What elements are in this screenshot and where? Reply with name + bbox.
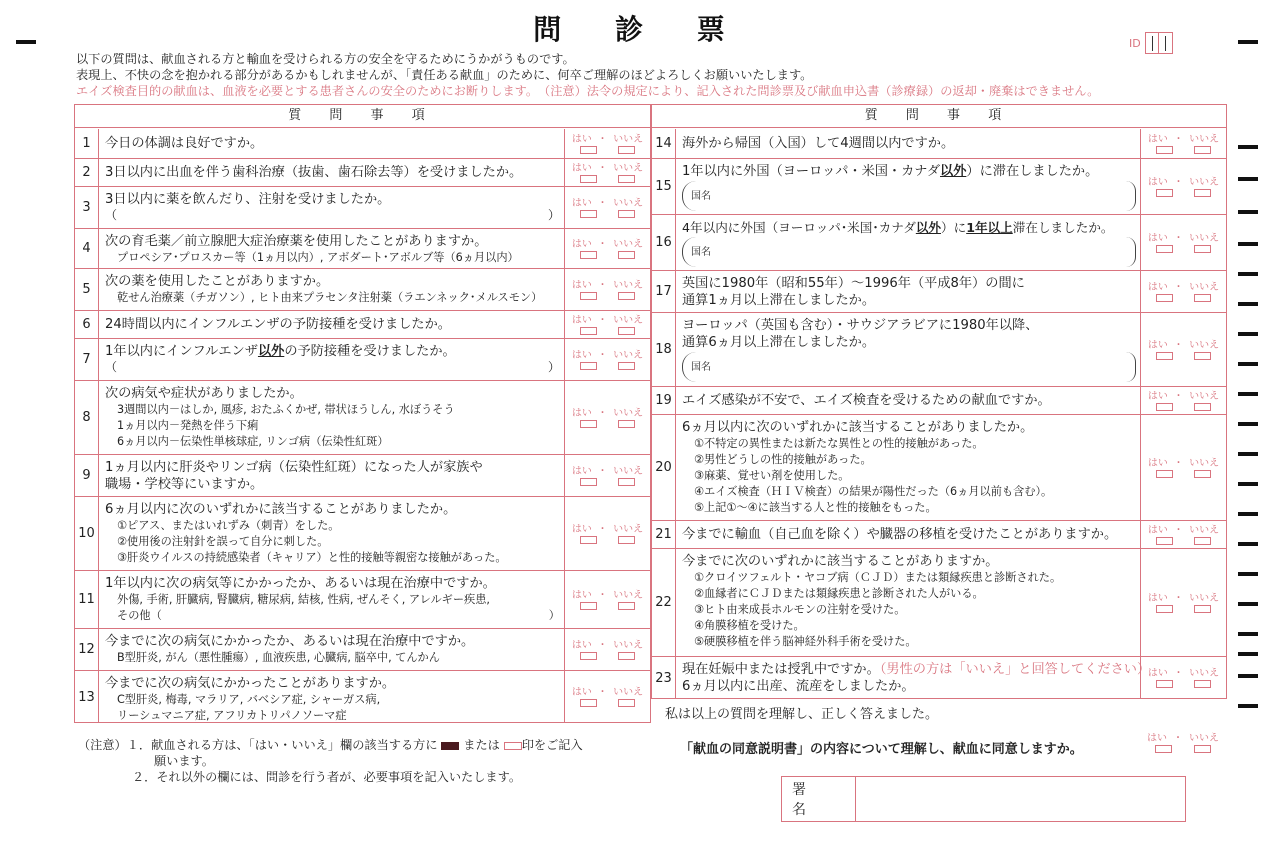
intro-line-1: 以下の質問は、献血される方と輸血を受けられる方の安全を守るためにうかがうものです。 <box>76 52 575 66</box>
id-label: ID <box>1129 36 1141 50</box>
yes-checkbox[interactable] <box>1156 245 1173 253</box>
consent-question: 「献血の同意説明書」の内容について理解し、献血に同意しますか。 <box>680 742 1083 757</box>
yes-checkbox[interactable] <box>580 602 597 610</box>
answer-cell[interactable]: はい ・ いいえ <box>1140 313 1226 386</box>
question-number: 5 <box>75 269 99 310</box>
question-row-17: 17 英国に1980年（昭和55年）～1996年（平成8年）の間に 通算1ヵ月以上滞在しましたか。 はい ・ いいえ <box>652 271 1226 313</box>
question-text: 4年以内に外国（ヨーロッパ･米国･カナダ以外）に1年以上滞在しましたか。 <box>682 220 1114 235</box>
question-number: 6 <box>75 311 99 338</box>
signature-label: 署 名 <box>782 777 856 821</box>
question-number: 12 <box>75 629 99 670</box>
no-checkbox[interactable] <box>618 327 635 335</box>
answer-cell[interactable]: はい ・ いいえ <box>564 571 650 628</box>
no-checkbox[interactable] <box>1194 537 1211 545</box>
question-number: 4 <box>75 229 99 268</box>
question-number: 18 <box>652 313 676 386</box>
country-input[interactable]: 国名 <box>682 351 1136 383</box>
question-row-9: 9 1ヵ月以内に肝炎やリンゴ病（伝染性紅斑）になった人が家族や 職場・学校等にいますか。 はい ・ いいえ <box>75 455 650 497</box>
answer-cell[interactable]: はい ・ いいえ <box>564 311 650 338</box>
yes-checkbox[interactable] <box>580 175 597 183</box>
table-header: 質 問 事 項 <box>75 105 650 128</box>
answer-cell[interactable]: はい ・ いいえ <box>564 229 650 268</box>
question-text: 1年以内にインフルエンザ以外の予防接種を受けましたか。 <box>105 344 456 359</box>
registration-mark <box>16 40 36 44</box>
answer-cell[interactable]: はい ・ いいえ <box>564 339 650 380</box>
question-text: 次の病気や症状がありましたか。 <box>105 386 303 401</box>
answer-cell[interactable]: はい ・ いいえ <box>564 187 650 228</box>
filled-mark-example <box>441 742 459 750</box>
question-number: 21 <box>652 521 676 548</box>
answer-cell[interactable]: はい ・ いいえ <box>564 129 650 158</box>
question-number: 23 <box>652 657 676 699</box>
question-number: 16 <box>652 215 676 270</box>
question-table-left <box>74 104 651 723</box>
question-subtext: プロペシア･プロスカー等（1ヵ月以内）, アボダート･アボルブ等（6ヵ月以内） <box>117 251 519 264</box>
detail-input[interactable]: その他（ ） <box>117 609 560 622</box>
yes-checkbox[interactable] <box>580 146 597 154</box>
answer-cell[interactable]: はい ・ いいえ <box>564 497 650 570</box>
question-number: 10 <box>75 497 99 570</box>
no-checkbox[interactable] <box>618 478 635 486</box>
question-row-13: 13 今までに次の病気にかかったことがありますか。 C型肝炎, 梅毒, マラリア, バベシア症, シャーガス病, リーシュマニア症, アフリカトリパノソーマ症 はい ・ いいえ <box>75 671 650 723</box>
no-checkbox[interactable] <box>618 699 635 707</box>
question-row-6 <box>75 311 650 339</box>
answer-cell[interactable]: はい ・ いいえ <box>564 455 650 496</box>
signature-field[interactable] <box>856 777 1185 821</box>
question-number: 13 <box>75 671 99 723</box>
question-number: 19 <box>652 387 676 414</box>
question-text: 今までに次のいずれかに該当することがありますか。 <box>682 554 999 569</box>
intro-line-2: 表現上、不快の念を抱かれる部分があるかもしれませんが、「責任ある献血」のために、何卒ご理解のほどよろしくお願いいたします。 <box>76 68 813 82</box>
question-row-14 <box>652 129 1226 159</box>
question-number: 22 <box>652 549 676 656</box>
question-text: 今までに輸血（自己血を除く）や臓器の移植を受けたことがありますか。 <box>682 527 1118 542</box>
empty-mark-example <box>504 742 522 750</box>
yes-checkbox[interactable] <box>580 478 597 486</box>
answer-cell[interactable]: はい ・ いいえ <box>1140 387 1226 414</box>
detail-input[interactable]: （ ） <box>105 208 560 222</box>
question-text: 6ヵ月以内に次のいずれかに該当することがありましたか。 <box>682 420 1034 435</box>
no-label: いいえ <box>613 133 644 145</box>
yes-checkbox[interactable] <box>1156 605 1173 613</box>
question-text: エイズ感染が不安で、エイズ検査を受けるための献血ですか。 <box>682 393 1051 408</box>
answer-cell[interactable]: はい ・ いいえ <box>1140 549 1226 656</box>
yes-checkbox[interactable] <box>1156 146 1173 154</box>
page-title: 問 診 票 <box>533 13 747 46</box>
no-checkbox[interactable] <box>1194 189 1211 197</box>
question-text: 6ヵ月以内に次のいずれかに該当することがありましたか。 <box>105 502 457 517</box>
yes-checkbox[interactable] <box>580 536 597 544</box>
no-checkbox[interactable] <box>1194 605 1211 613</box>
question-number: 11 <box>75 571 99 628</box>
intro-line-3: エイズ検査目的の献血は、血液を必要とする患者さんの安全のためにお断りします。 （注意）法令の規定により、記入された問診票及び献血申込書（診療録）の返却・廃棄はできません。 <box>76 84 1100 98</box>
yes-checkbox[interactable] <box>580 362 597 370</box>
answer-cell[interactable]: はい ・ いいえ <box>1140 129 1226 158</box>
answer-cell[interactable]: はい ・ いいえ <box>1140 271 1226 312</box>
question-text: 1年以内に外国（ヨーロッパ・米国・カナダ以外）に滞在しましたか。 <box>682 164 1099 179</box>
registration-mark <box>1238 40 1258 44</box>
question-text: 1年以内に次の病気等にかかったか、あるいは現在治療中ですか。 <box>105 576 496 591</box>
answer-cell[interactable]: はい ・ いいえ <box>564 381 650 454</box>
no-checkbox[interactable] <box>1194 294 1211 302</box>
answer-cell[interactable]: はい ・ いいえ <box>564 159 650 186</box>
question-text: 次の育毛薬／前立腺肥大症治療薬を使用したことがありますか。 <box>105 234 488 249</box>
question-row-22: 22 今までに次のいずれかに該当することがありますか。 ①クロイツフェルト・ヤコブ病（ＣＪＤ）または類縁疾患と診断された。 ②血縁者にＣＪＤまたは類縁疾患と診断された人がいる。 ③ヒト由来成長ホルモンの注射を受けた。 ④角膜移植を受けた。 ⑤硬膜移植を伴う脳神経外科手術を受けた。 はい ・ いいえ <box>652 549 1226 657</box>
no-checkbox[interactable] <box>1194 352 1211 360</box>
yes-checkbox[interactable] <box>580 652 597 660</box>
yes-checkbox[interactable] <box>1156 294 1173 302</box>
yes-checkbox[interactable] <box>580 251 597 259</box>
question-number: 9 <box>75 455 99 496</box>
understanding-statement: 私は以上の質問を理解し、正しく答えました。 <box>665 707 939 722</box>
question-row-5 <box>75 269 650 311</box>
registration-mark <box>1238 704 1258 708</box>
question-number: 7 <box>75 339 99 380</box>
question-number: 8 <box>75 381 99 454</box>
answer-cell[interactable]: はい ・ いいえ <box>564 671 650 723</box>
answer-cell[interactable]: はい ・ いいえ <box>564 629 650 670</box>
question-row-16 <box>652 215 1226 271</box>
no-checkbox[interactable] <box>618 602 635 610</box>
table-header: 質 問 事 項 <box>652 105 1226 128</box>
no-checkbox[interactable] <box>1194 470 1211 478</box>
signature-box <box>781 776 1186 822</box>
yes-checkbox[interactable] <box>580 210 597 218</box>
yes-checkbox[interactable] <box>1156 189 1173 197</box>
answer-cell[interactable]: はい ・ いいえ <box>1140 415 1226 520</box>
question-number: 17 <box>652 271 676 312</box>
yes-checkbox[interactable] <box>1156 680 1173 688</box>
question-table-right <box>651 104 1227 699</box>
yes-checkbox[interactable] <box>1156 352 1173 360</box>
country-input[interactable]: 国名 <box>682 180 1136 212</box>
no-checkbox[interactable] <box>618 652 635 660</box>
answer-cell[interactable]: はい ・ いいえ <box>1140 521 1226 548</box>
question-text: 24時間以内にインフルエンザの予防接種を受けましたか。 <box>105 317 451 332</box>
question-number: 3 <box>75 187 99 228</box>
answer-cell[interactable]: はい ・ いいえ <box>1140 215 1226 270</box>
yes-checkbox[interactable] <box>580 292 597 300</box>
no-checkbox[interactable] <box>618 536 635 544</box>
question-text: 今日の体調は良好ですか。 <box>105 136 264 151</box>
detail-input[interactable]: （ ） <box>105 360 560 374</box>
question-text: 3日以内に薬を飲んだり、注射を受けましたか。 <box>105 192 391 207</box>
question-row-21 <box>652 521 1226 549</box>
question-row-15 <box>652 159 1226 215</box>
question-text: 次の薬を使用したことがありますか。 <box>105 274 330 289</box>
no-checkbox[interactable] <box>618 292 635 300</box>
answer-cell[interactable]: はい ・ いいえ <box>564 269 650 310</box>
question-text: 海外から帰国（入国）して4週間以内ですか。 <box>682 136 955 151</box>
question-text: 今までに次の病気にかかったことがありますか。 <box>105 676 396 691</box>
question-number: 20 <box>652 415 676 520</box>
id-field[interactable] <box>1129 32 1173 54</box>
no-checkbox[interactable] <box>618 362 635 370</box>
question-number: 15 <box>652 159 676 214</box>
question-number: 1 <box>75 129 99 158</box>
no-checkbox[interactable] <box>618 251 635 259</box>
question-row-20: 20 6ヵ月以内に次のいずれかに該当することがありましたか。 ①不特定の異性または新たな異性との性的接触があった。 ②男性どうしの性的接触があった。 ③麻薬、覚せい剤を使用した。 ④エイズ検査（ＨＩＶ検査）の結果が陽性だった（6ヵ月以前も含む）。 ⑤上記①～④に該当する人と性的接触をもった。 はい ・ いいえ <box>652 415 1226 521</box>
question-text: 今までに次の病気にかかったか、あるいは現在治療中ですか。 <box>105 634 475 649</box>
answer-cell[interactable]: はい ・ いいえ <box>1140 159 1226 214</box>
question-row-12: 12 今までに次の病気にかかったか、あるいは現在治療中ですか。 B型肝炎, がん（悪性腫瘍）, 血液疾患, 心臓病, 脳卒中, てんかん はい ・ いいえ <box>75 629 650 671</box>
no-checkbox[interactable] <box>1194 403 1211 411</box>
no-checkbox[interactable] <box>1194 146 1211 154</box>
answer-cell[interactable]: はい ・ いいえ <box>1140 657 1226 699</box>
yes-label: はい <box>571 133 592 145</box>
yes-checkbox[interactable] <box>1156 537 1173 545</box>
no-checkbox[interactable] <box>1194 680 1211 688</box>
id-cells[interactable] <box>1145 32 1173 54</box>
question-row-4 <box>75 229 650 269</box>
question-subtext: 乾せん治療薬（チガソン）, ヒト由来プラセンタ注射薬（ラエンネック･メルスモン） <box>117 291 543 304</box>
question-row-1 <box>75 129 650 159</box>
no-checkbox[interactable] <box>618 210 635 218</box>
consent-answer[interactable]: はい ・ いいえ <box>1140 733 1226 753</box>
no-checkbox[interactable] <box>618 146 635 154</box>
consent-no-checkbox[interactable] <box>1194 745 1211 753</box>
question-text: 3日以内に出血を伴う歯科治療（抜歯、歯石除去等）を受けましたか。 <box>105 165 523 180</box>
country-input[interactable]: 国名 <box>682 236 1136 268</box>
consent-yes-checkbox[interactable] <box>1155 745 1172 753</box>
question-number: 2 <box>75 159 99 186</box>
no-checkbox[interactable] <box>618 175 635 183</box>
question-row-23: 23 現在妊娠中または授乳中ですか。（男性の方は「いいえ」と回答してください） 6ヵ月以内に出産、流産をしましたか。 はい ・ いいえ <box>652 657 1226 699</box>
yes-checkbox[interactable] <box>580 420 597 428</box>
no-checkbox[interactable] <box>618 420 635 428</box>
question-row-3 <box>75 187 650 229</box>
question-row-8: 8 次の病気や症状がありましたか。 3週間以内－はしか, 風疹, おたふくかぜ, 帯状ほうしん, 水ぼうそう 1ヵ月以内－発熱を伴う下痢 6ヵ月以内－伝染性単核球症, リンゴ病（伝染性紅斑） はい ・ いいえ <box>75 381 650 455</box>
question-row-19 <box>652 387 1226 415</box>
question-number: 14 <box>652 129 676 158</box>
yes-checkbox[interactable] <box>1156 403 1173 411</box>
yes-checkbox[interactable] <box>580 699 597 707</box>
yes-checkbox[interactable] <box>580 327 597 335</box>
question-row-7 <box>75 339 650 381</box>
question-row-11: 11 1年以内に次の病気等にかかったか、あるいは現在治療中ですか。 外傷, 手術, 肝臓病, 腎臓病, 糖尿病, 結核, 性病, ぜんそく, アレルギー疾患, その他（ ） はい ・ いいえ <box>75 571 650 629</box>
question-row-10: 10 6ヵ月以内に次のいずれかに該当することがありましたか。 ①ピアス、またはいれずみ（刺青）をした。 ②使用後の注射針を誤って自分に刺した。 ③肝炎ウイルスの持続感染者（キャリア）と性的接触等親密な接触があった。 はい ・ いいえ <box>75 497 650 571</box>
question-row-2 <box>75 159 650 187</box>
no-checkbox[interactable] <box>1194 245 1211 253</box>
question-row-18: 18 ヨーロッパ（英国も含む）・サウジアラビアに1980年以降、 通算6ヵ月以上滞在しましたか。 国名 はい ・ いいえ <box>652 313 1226 387</box>
yes-checkbox[interactable] <box>1156 470 1173 478</box>
instructions-note: （注意）１．献血される方は、「はい・いいえ」欄の該当する方に または 印をご記入 願います。 ２．それ以外の欄には、問診を行う者が、必要事項を記入いたします。 <box>78 738 583 784</box>
